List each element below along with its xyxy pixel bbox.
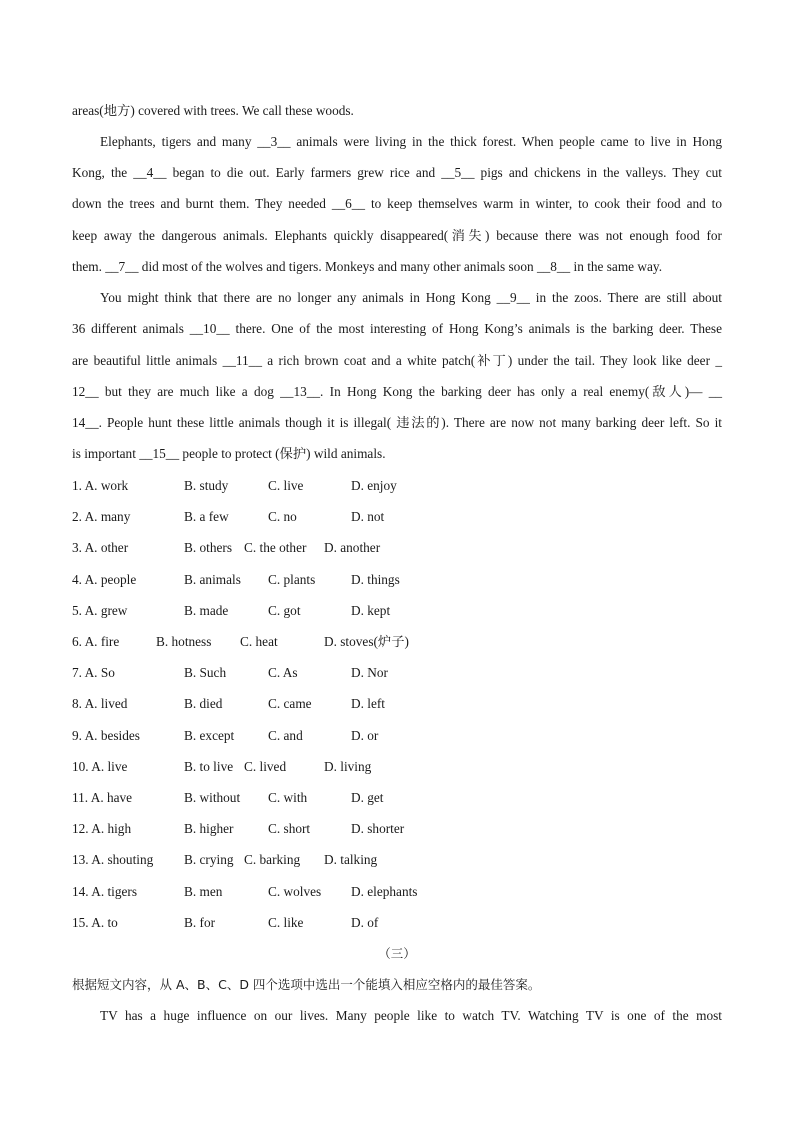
option-b: B. except: [184, 727, 235, 743]
option-a: 13. A. shouting: [72, 852, 154, 868]
option-c: C. came: [268, 696, 312, 712]
option-b: B. died: [184, 696, 223, 712]
option-d: D. or: [351, 727, 379, 743]
passage-line: 12__ but they are much like a dog __13__. In Hong Kong the barking deer has only a real enemy(敌人)— __: [72, 384, 722, 399]
option-b: B. to live: [184, 758, 234, 774]
option-a: 6. A. fire: [72, 634, 120, 649]
option-d: D. shorter: [351, 821, 405, 837]
option-b: B. crying: [184, 852, 234, 868]
option-c: C. short: [268, 821, 311, 837]
option-b: B. men: [184, 883, 223, 899]
option-d: D. kept: [351, 602, 391, 618]
option-d: D. Nor: [351, 665, 388, 681]
option-b: B. higher: [184, 821, 234, 837]
option-c: C. with: [268, 790, 308, 805]
option-a: 8. A. lived: [72, 696, 128, 712]
passage-line: them. __7__ did most of the wolves and tigers. Monkeys and many other animals soon __8__ in the same way.: [72, 259, 663, 274]
passage3-first-line: TV has a huge influence on our lives. Many people like to watch TV. Watching TV is one of the most: [100, 1008, 722, 1023]
option-b: B. without: [184, 790, 241, 805]
option-a: 5. A. grew: [72, 602, 128, 618]
passage-line: are beautiful little animals __11__ a rich brown coat and a white patch(补丁) under the tail. They look like deer _: [72, 353, 722, 368]
option-b: B. Such: [184, 665, 227, 681]
option-d: D. of: [351, 914, 379, 930]
option-c: C. lived: [244, 758, 287, 774]
option-c: C. the other: [244, 540, 307, 556]
option-d: D. talking: [324, 852, 378, 868]
passage-line: keep away the dangerous animals. Elephants quickly disappeared(消失) because there was not enough food for: [72, 228, 722, 243]
option-a: 7. A. So: [72, 665, 115, 681]
option-b: B. for: [184, 914, 216, 930]
option-d: D. not: [351, 509, 385, 525]
option-b: B. made: [184, 602, 229, 618]
option-a: 12. A. high: [72, 821, 132, 837]
option-d: D. stoves(炉子): [324, 634, 409, 649]
option-c: C. and: [268, 727, 303, 743]
section-instruction: 根据短文内容，从 A、B、C、D 四个选项中选出一个能填入相应空格内的最佳答案。: [72, 977, 541, 992]
option-b: B. others: [184, 540, 233, 556]
option-a: 4. A. people: [72, 571, 137, 587]
option-d: D. another: [324, 540, 381, 556]
option-c: C. no: [268, 509, 297, 525]
passage-line: 14__. People hunt these little animals though it is illegal( 违法的). There are now not many barking deer left. So it: [72, 415, 722, 430]
option-b: B. animals: [184, 571, 241, 587]
option-d: D. living: [324, 758, 372, 774]
option-c: C. barking: [244, 852, 301, 868]
option-d: D. elephants: [351, 883, 418, 899]
option-a: 2. A. many: [72, 509, 131, 525]
passage-line: Elephants, tigers and many __3__ animals were living in the thick forest. When people came to live in Hong: [100, 134, 722, 149]
option-c: C. heat: [240, 634, 278, 649]
passage-line: areas(地方) covered with trees. We call these woods.: [72, 103, 354, 118]
passage-line: 36 different animals __10__ there. One of the most interesting of Hong Kong’s animals is the barking deer. These: [72, 321, 722, 336]
option-a: 10. A. live: [72, 758, 128, 774]
option-d: D. things: [351, 571, 400, 587]
option-c: C. wolves: [268, 883, 322, 899]
option-d: D. left: [351, 696, 385, 712]
option-a: 3. A. other: [72, 540, 129, 556]
passage-line: You might think that there are no longer any animals in Hong Kong __9__ in the zoos. There are still about: [100, 290, 722, 305]
section-heading: （三）: [378, 946, 416, 961]
option-a: 11. A. have: [72, 790, 133, 805]
option-c: C. live: [268, 478, 304, 493]
passage-line: Kong, the __4__ began to die out. Early farmers grew rice and __5__ pigs and chickens in the valleys. They cut: [72, 165, 722, 180]
option-c: C. got: [268, 602, 301, 618]
option-c: C. like: [268, 914, 304, 930]
option-a: 15. A. to: [72, 914, 118, 930]
option-c: C. plants: [268, 571, 316, 587]
option-b: B. study: [184, 478, 229, 493]
option-a: 1. A. work: [72, 478, 129, 493]
option-a: 14. A. tigers: [72, 883, 138, 899]
option-d: D. enjoy: [351, 478, 397, 493]
passage-line: down the trees and burnt them. They needed __6__ to keep themselves warm in winter, to cook their food and to: [72, 196, 722, 211]
passage-line: is important __15__ people to protect (保护) wild animals.: [72, 446, 386, 461]
option-c: C. As: [268, 665, 298, 681]
option-a: 9. A. besides: [72, 727, 140, 743]
option-b: B. hotness: [156, 634, 212, 649]
option-d: D. get: [351, 790, 384, 805]
option-b: B. a few: [184, 509, 229, 525]
